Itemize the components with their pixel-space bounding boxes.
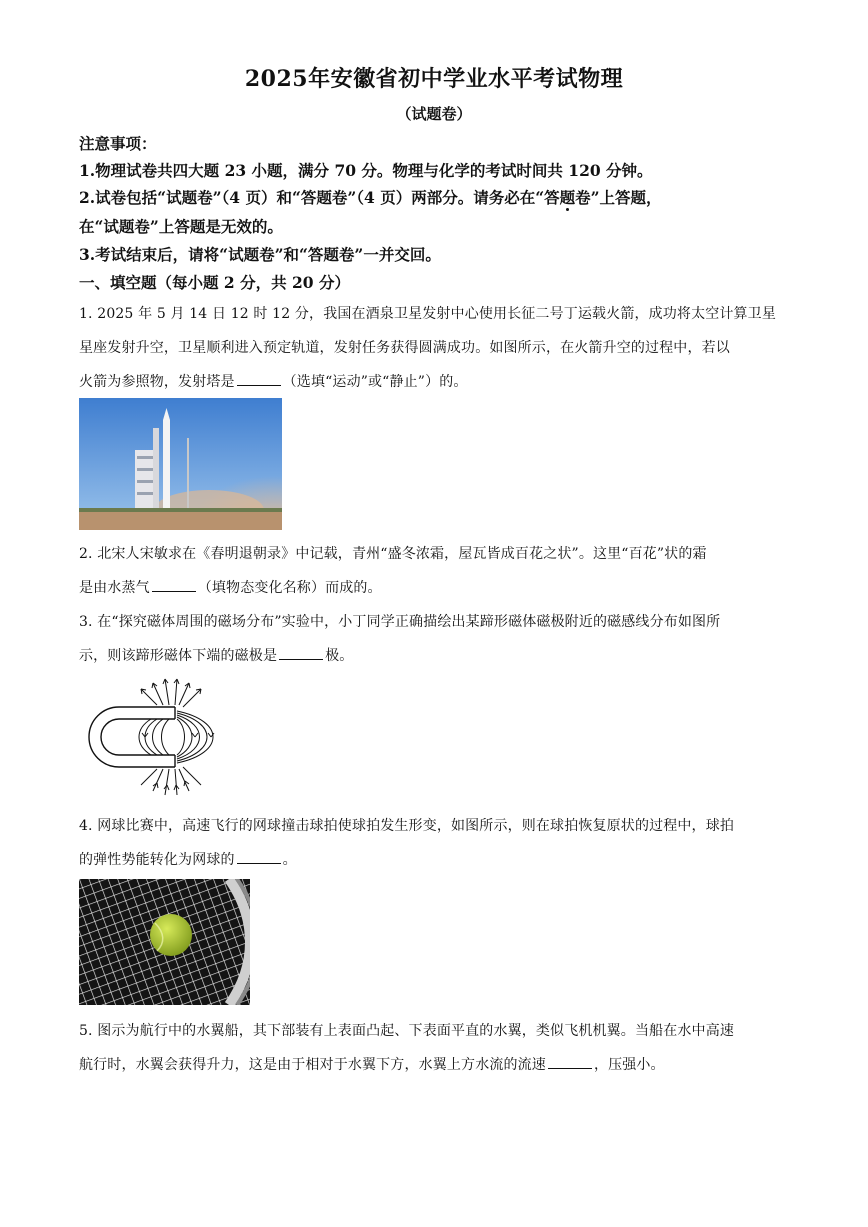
notice-item-1: 1.物理试卷共四大题 23 小题，满分 70 分。物理与化学的考试时间共 120 分钟。 bbox=[79, 161, 653, 180]
q4-text-after: 。 bbox=[282, 852, 297, 868]
q2-line1: 2. 北宋人宋敏求在《春明退朝录》中记载，青州“盛冬浓霜，屋瓦皆成百花之状”。这里“百花”状的霜 bbox=[79, 546, 707, 562]
q2-text-before: 是由水蒸气 bbox=[79, 580, 150, 596]
q1-text-before: 火箭为参照物，发射塔是 bbox=[79, 374, 235, 390]
q4-answer-blank[interactable] bbox=[237, 849, 281, 864]
q3-text-after: 极。 bbox=[325, 648, 354, 664]
q2-text-after: （填物态变化名称）而成的。 bbox=[197, 580, 382, 596]
notice-item-2-part1: 2.试卷包括“试题卷”（4 页）和“答题卷”（4 页）两部分。请务必在“ bbox=[79, 188, 545, 207]
notice-item-2-line2: 在“试题卷”上答题是无效的。 bbox=[79, 217, 283, 236]
q3-line2 bbox=[79, 645, 799, 665]
q4-text-before: 的弹性势能转化为网球的 bbox=[79, 852, 235, 868]
q1-line1: 1. 2025 年 5 月 14 日 12 时 12 分，我国在酒泉卫星发射中心使用长征二号丁运载火箭，成功将太空计算卫星 bbox=[79, 306, 776, 322]
notice-item-2 bbox=[79, 186, 809, 208]
q1-line3 bbox=[79, 371, 799, 391]
q5-line2 bbox=[79, 1054, 799, 1074]
q2-line2 bbox=[79, 577, 799, 597]
tennis-racket-photo bbox=[79, 879, 250, 1005]
q1-line2: 星座发射升空，卫星顺利进入预定轨道，发射任务获得圆满成功。如图所示，在火箭升空的过程中，若以 bbox=[79, 340, 730, 356]
q1-text-after: （选填“运动”或“静止”）的。 bbox=[282, 374, 468, 390]
section-heading: 一、填空题（每小题 2 分，共 20 分） bbox=[79, 273, 350, 292]
q4-line1: 4. 网球比赛中，高速飞行的网球撞击球拍使球拍发生形变，如图所示，则在球拍恢复原状的过程中，球拍 bbox=[79, 818, 735, 834]
horseshoe-magnet-field-diagram bbox=[79, 675, 229, 800]
notice-heading: 注意事项： bbox=[79, 134, 157, 153]
rocket-launch-photo bbox=[79, 398, 282, 530]
page-subtitle: （试题卷） bbox=[396, 105, 472, 123]
q5-line1: 5. 图示为航行中的水翼船，其下部装有上表面凸起、下表面平直的水翼，类似飞机机翼。当船在水中高速 bbox=[79, 1023, 735, 1039]
q3-text-before: 示，则该蹄形磁体下端的磁极是 bbox=[79, 648, 278, 664]
q3-answer-blank[interactable] bbox=[279, 645, 323, 660]
q3-line1: 3. 在“探究磁体周围的磁场分布”实验中，小丁同学正确描绘出某蹄形磁体磁极附近的磁感线分布如图所 bbox=[79, 614, 721, 630]
notice-item-2-part2: ”上答题， bbox=[590, 188, 662, 207]
q1-answer-blank[interactable] bbox=[237, 371, 281, 386]
emphasis-text: 答题卷 bbox=[544, 188, 591, 207]
q2-answer-blank[interactable] bbox=[152, 577, 196, 592]
q4-line2 bbox=[79, 849, 799, 869]
notice-item-2-emphasis bbox=[544, 188, 591, 207]
q5-text-before: 航行时，水翼会获得升力，这是由于相对于水翼下方，水翼上方水流的流速 bbox=[79, 1057, 546, 1073]
q5-text-after: ，压强小。 bbox=[593, 1057, 665, 1073]
page-title: 2025年安徽省初中学业水平考试物理 bbox=[244, 66, 624, 92]
q5-answer-blank[interactable] bbox=[548, 1054, 592, 1069]
notice-item-3: 3.考试结束后，请将“试题卷”和“答题卷”一并交回。 bbox=[79, 245, 441, 264]
